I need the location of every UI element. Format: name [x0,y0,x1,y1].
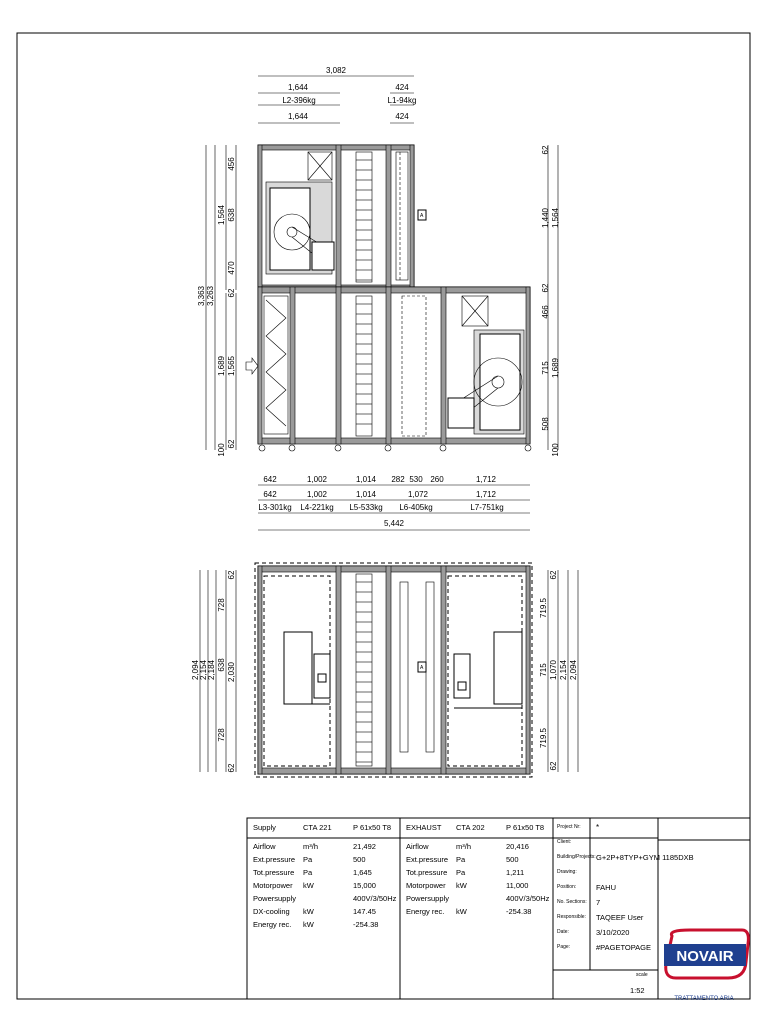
spec-table-cell: Powersupply [253,894,296,903]
project-field-value: TAQEEF User [596,913,644,922]
project-field-label: Project Nr: [557,824,581,830]
bottom-width-dim-row1: 1,002 [306,475,328,484]
right-dim-715: 715 [541,361,550,375]
spec-table-cell: Ext.pressure [406,855,449,864]
spec-header-cell: CTA 221 [303,823,332,832]
project-field-label: Drawing: [557,869,577,875]
spec-table-cell: Tot.pressure [406,868,448,877]
section-weight-label: L6-405kg [399,503,433,512]
bottom-width-dim-row1: 1,014 [355,475,377,484]
project-field-label: Building/Projects: [557,854,596,860]
spec-table-cell: Tot.pressure [253,868,295,877]
spec-header-cell: EXHAUST [406,823,442,832]
plan-dim-2094-right: 2,094 [569,659,578,681]
plan-view [191,563,578,777]
height-dim-638: 638 [227,208,236,222]
project-field-value: 7 [596,898,601,907]
height-dim-1564: 1,564 [217,204,226,226]
supply-fan [266,182,334,274]
height-dim-62b: 62 [227,439,236,449]
right-dim-1564: 1,564 [551,207,560,229]
project-field-label: Date: [557,929,569,935]
spec-table-cell: 147.45 [353,907,376,916]
bottom-width-dim-row2: 1,002 [306,490,328,499]
plan-dim-719-bottom: 719.5 [539,727,548,749]
right-dim-1440: 1,440 [541,207,550,229]
title-block [247,818,750,1002]
spec-header-cell: P 61x50 T8 [506,823,545,832]
right-dim-100: 100 [551,443,560,457]
plan-dim-62-top-right: 62 [549,570,558,580]
height-dim-470: 470 [227,261,236,275]
logo-subtext: TRATTAMENTO ARIA [674,996,734,1002]
bottom-width-dim-row2: 642 [263,490,277,499]
section-weight-label: L7-751kg [470,503,504,512]
plan-dim-2154-right: 2,154 [559,659,568,681]
logo-text: NOVAIR [676,948,734,965]
spec-table-cell: Pa [456,855,466,864]
plan-dim-2154-left: 2,154 [199,659,208,681]
project-field-value: G+2P+8TYP+GYM 1185DXB [596,853,694,862]
project-field-label: Page: [557,944,571,950]
right-dim-466: 466 [541,305,550,319]
spec-table-cell: 1,645 [353,868,372,877]
plan-dim-719-top: 719.5 [539,597,548,619]
plan-dim-62-bottom-right: 62 [549,761,558,771]
project-field-label: Position: [557,884,577,890]
spec-table-cell: Airflow [406,842,429,851]
plan-dim-728-top: 728 [217,598,226,612]
spec-table-cell: 20,416 [506,842,529,851]
plan-dim-1070: 1,070 [549,659,558,681]
bottom-width-dim-row1: 1,712 [475,475,497,484]
spec-table-cell: -254.38 [506,907,532,916]
spec-table-cell: m³/h [303,842,318,851]
plan-dim-2030: 2,030 [227,661,236,683]
plan-dim-62-bottom-left: 62 [227,763,236,773]
height-dim-3263: 3,263 [206,285,215,307]
spec-table-cell: 500 [353,855,366,864]
project-field-value: FAHU [596,883,617,892]
bottom-width-dim-row1: 282 [391,475,405,484]
elevation-view [197,66,560,530]
plan-dim-715: 715 [539,663,548,677]
spec-table-cell: kW [303,920,314,929]
spec-table-cell: kW [303,881,314,890]
height-dim-1689: 1,689 [217,355,226,377]
plan-dim-2184: 2,184 [207,659,216,681]
spec-header-cell: P 61x50 T8 [353,823,392,832]
spec-table-cell: Airflow [253,842,276,851]
project-field-label: Client: [557,839,572,845]
spec-table-cell: 1,211 [506,868,525,877]
spec-table-cell: Powersupply [406,894,449,903]
bottom-width-dim-row2: 1,072 [407,490,429,499]
bottom-width-dim-row2: 1,014 [355,490,377,499]
project-field-value: #PAGETOPAGE [596,943,652,952]
project-field-label: No. Sections: [557,899,587,905]
spec-table-cell: Energy rec. [253,920,292,929]
right-dim-1689: 1,689 [551,357,560,379]
novair-logo [664,930,748,1002]
height-dim-62a: 62 [227,288,236,298]
section-weight-label: L5-533kg [349,503,383,512]
spec-table-cell: Energy rec. [406,907,445,916]
upper-width-dim-3: 1,644 [287,112,309,121]
spec-table-cell: Pa [303,868,313,877]
project-field-label: Responsible: [557,914,586,920]
scale-label: scale [636,972,648,978]
section-label-l1: L1-94kg [387,96,417,105]
spec-table-cell: Pa [303,855,313,864]
upper-width-dim-2: 424 [395,83,409,92]
marker-a-plan: A [420,665,424,671]
upper-width-dim-4: 424 [395,112,409,121]
spec-table-cell: Pa [456,868,466,877]
section-weight-label: L3-301kg [258,503,292,512]
spec-table-cell: 400V/3/50Hz [353,894,397,903]
spec-table-cell: -254.38 [353,920,379,929]
spec-table-cell: kW [456,907,467,916]
spec-table-cell: 15,000 [353,881,376,890]
spec-table-cell: m³/h [456,842,471,851]
plan-dim-728-bottom: 728 [217,728,226,742]
spec-table-cell: kW [303,907,314,916]
spec-table-cell: 11,000 [506,881,529,890]
height-dim-456: 456 [227,157,236,171]
spec-header-cell: CTA 202 [456,823,485,832]
spec-table-cell: DX-cooling [253,907,290,916]
bottom-width-dim-row1: 642 [263,475,277,484]
upper-width-dim-1: 1,644 [287,83,309,92]
spec-table-cell: 21,492 [353,842,376,851]
plan-dim-62-top-left: 62 [227,570,236,580]
project-field-value: 3/10/2020 [596,928,630,937]
plan-dim-638: 638 [217,658,226,672]
right-dim-62b: 62 [541,283,550,293]
section-weight-label: L4-221kg [300,503,334,512]
spec-table-cell: Motorpower [253,881,293,890]
height-dim-100: 100 [217,443,226,457]
right-dim-62a: 62 [541,145,550,155]
bottom-width-dim-row1: 260 [430,475,444,484]
overall-height-dim: 3,363 [197,285,206,307]
plan-dim-2094-left: 2,094 [191,659,200,681]
height-dim-1565: 1,565 [227,355,236,377]
spec-table-cell: kW [456,881,467,890]
bottom-width-dim-row2: 1,712 [475,490,497,499]
bottom-width-dim-row1: 530 [409,475,423,484]
spec-table-cell: 500 [506,855,519,864]
marker-a-top: A [420,213,424,219]
spec-table-cell: Motorpower [406,881,446,890]
right-dim-508: 508 [541,417,550,431]
overall-width-dim: 3,082 [325,66,347,75]
section-label-l2: L2-396kg [282,96,316,105]
total-length-dim: 5,442 [383,519,405,528]
spec-table-cell: 400V/3/50Hz [506,894,550,903]
project-field-value: * [596,823,600,832]
scale-value: 1:52 [630,986,645,995]
spec-table-cell: Ext.pressure [253,855,296,864]
spec-header-cell: Supply [253,823,276,832]
